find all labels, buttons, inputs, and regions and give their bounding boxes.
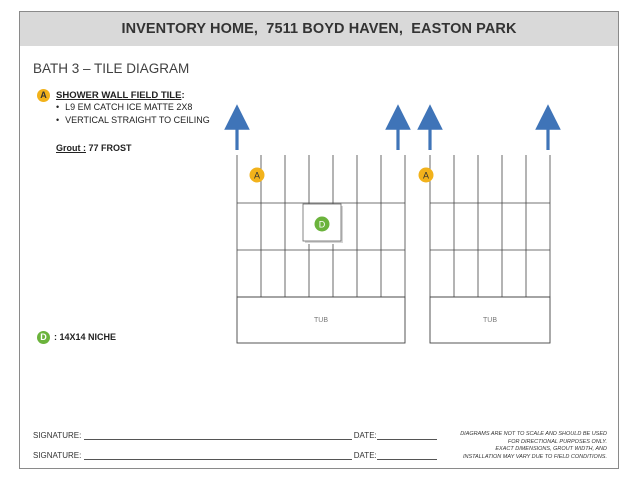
disclaimer-line: EXACT DIMENSIONS, GROUT WIDTH, AND bbox=[495, 446, 607, 452]
disclaimer-line: DIAGRAMS ARE NOT TO SCALE AND SHOULD BE USED bbox=[460, 431, 607, 437]
niche-legend-text: : 14X14 NICHE bbox=[54, 332, 117, 342]
legend-marker-d: D bbox=[37, 331, 50, 344]
spec-item: • L9 EM CATCH ICE MATTE 2X8 bbox=[56, 101, 210, 114]
date-label: DATE: bbox=[353, 431, 377, 440]
disclaimer-line: FOR DIRECTIONAL PURPOSES ONLY. bbox=[507, 438, 607, 445]
page-title: BATH 3 – TILE DIAGRAM bbox=[33, 61, 190, 76]
signature-row bbox=[33, 431, 437, 440]
header-title: INVENTORY HOME, 7511 BOYD HAVEN, EASTON PARK bbox=[121, 21, 517, 37]
right-tub-label: TUB bbox=[483, 317, 497, 324]
right-wall-marker-a-label: A bbox=[422, 170, 430, 181]
disclaimer bbox=[457, 431, 607, 461]
right-wall bbox=[419, 117, 551, 343]
left-wall-marker-a-label: A bbox=[253, 170, 261, 181]
field-tile-title-colon: : bbox=[181, 90, 185, 101]
legend-marker-a: A bbox=[37, 89, 50, 102]
date-label: DATE: bbox=[353, 451, 377, 460]
spec-item: • VERTICAL STRAIGHT TO CEILING bbox=[56, 114, 210, 127]
niche-marker-d-label: D bbox=[318, 219, 326, 230]
right-wall-tile-grid bbox=[430, 155, 550, 297]
signature-line[interactable] bbox=[84, 451, 352, 460]
signature-row bbox=[33, 451, 437, 460]
date-line[interactable] bbox=[377, 451, 437, 460]
field-tile-title-text: SHOWER WALL FIELD TILE bbox=[56, 90, 182, 101]
grout-label: Grout : bbox=[56, 143, 86, 153]
left-tub-label: TUB bbox=[314, 317, 328, 324]
disclaimer-line: INSTALLATION MAY VARY DUE TO FIELD CONDITIONS. bbox=[462, 453, 607, 460]
signature-label: SIGNATURE: bbox=[33, 431, 82, 440]
date-line[interactable] bbox=[377, 431, 437, 440]
signature-label: SIGNATURE: bbox=[33, 451, 82, 460]
signature-line[interactable] bbox=[84, 431, 352, 440]
grout-value: 77 FROST bbox=[86, 143, 132, 153]
left-wall bbox=[237, 117, 405, 343]
